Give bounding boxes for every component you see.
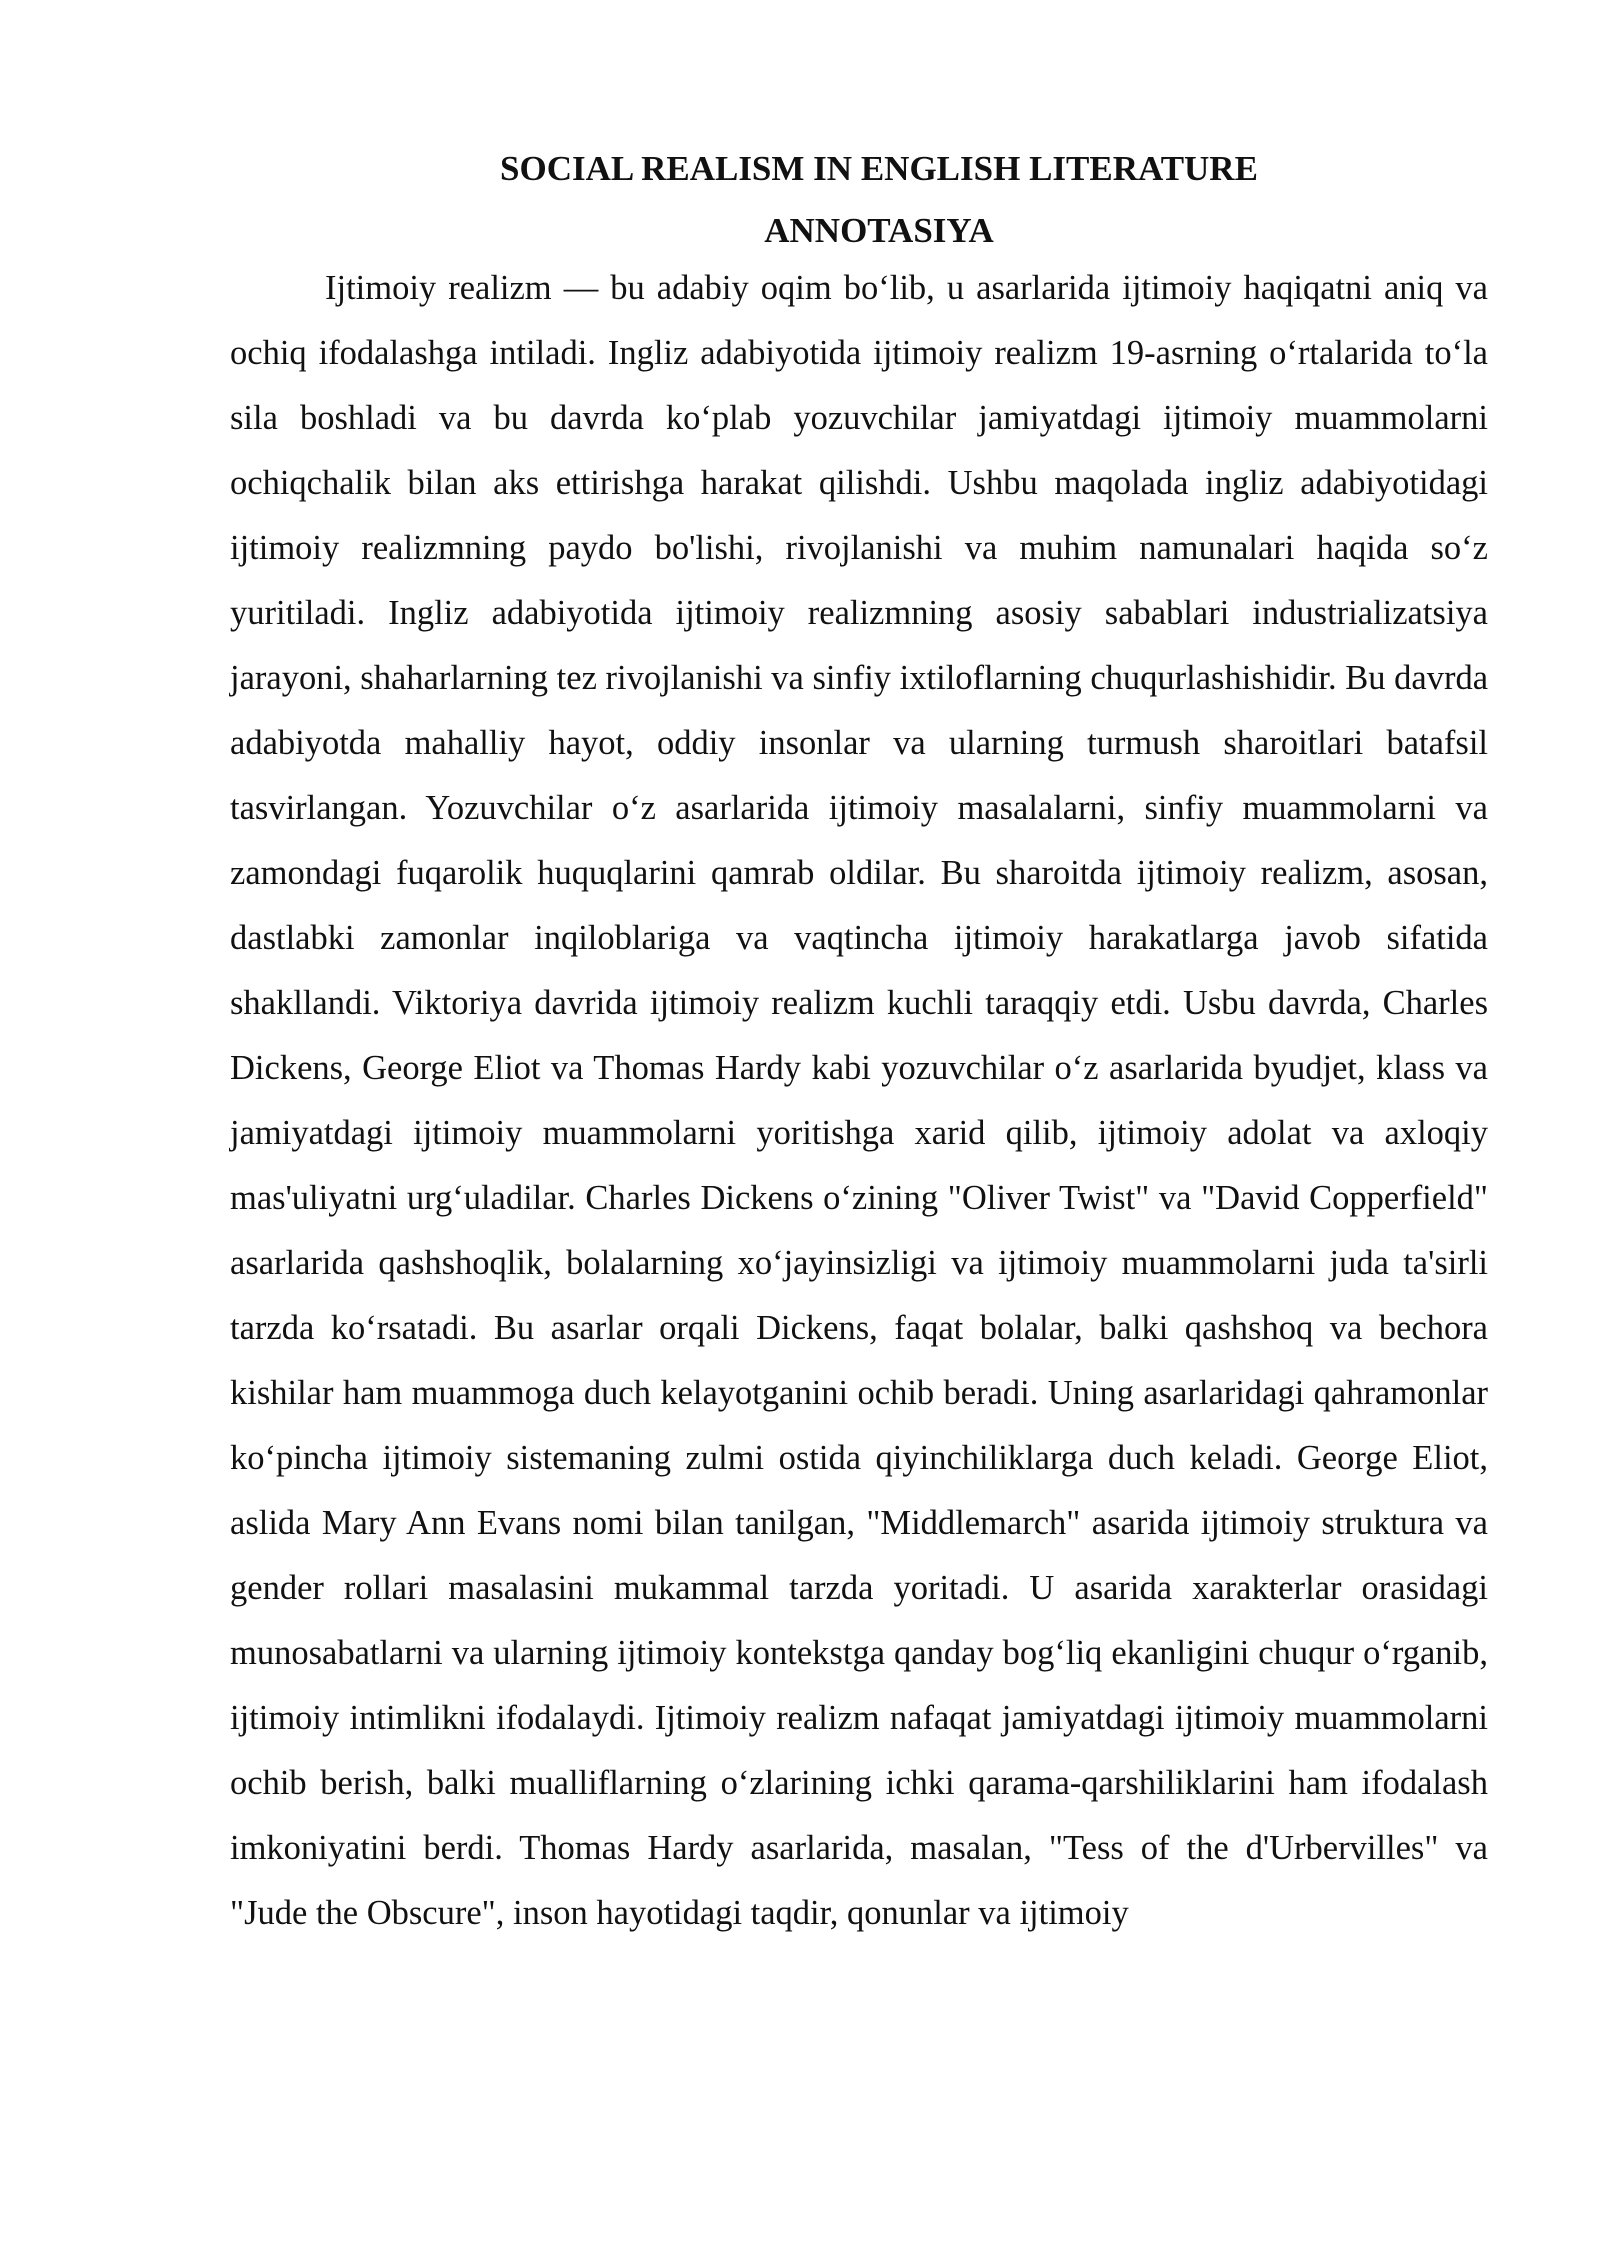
body-paragraph: Ijtimoiy realizm — bu adabiy oqim bo‘lib, u asarlarida ijtimoiy haqiqatni aniq va ochiq ifodalashga intiladi. Ingliz adabiyotida ijtimoiy realizm 19-asrning o‘rtalarida to‘la sila boshladi va bu davrda ko‘plab yozuvchilar jamiyatdagi ijtimoiy muammolarni ochiqchalik bilan aks ettirishga harakat qilishdi. Ushbu maqolada ingliz adabiyotidagi ijtimoiy realizmning paydo bo'lishi, rivojlanishi va muhim namunalari haqida so‘z yuritiladi. Ingliz adabiyotida ijtimoiy realizmning asosiy sabablari industrializatsiya jarayoni, shaharlarning tez rivojlanishi va sinfiy ixtiloflarning chuqurlashishidir. Bu davrda adabiyotda mahalliy hayot, oddiy insonlar va ularning turmush sharoitlari batafsil tasvirlangan. Yozuvchilar o‘z asarlarida ijtimoiy masalalarni, sinfiy muammolarni va zamondagi fuqarolik huquqlarini qamrab oldilar. Bu sharoitda ijtimoiy realizm, asosan, dastlabki zamonlar inqiloblariga va vaqtincha ijtimoiy harakatlarga javob sifatida shakllandi. Viktoriya davrida ijtimoiy realizm kuchli taraqqiy etdi. Usbu davrda, Charles Dickens, George Eliot va Thomas Hardy kabi yozuvchilar o‘z asarlarida byudjet, klass va jamiyatdagi ijtimoiy muammolarni yoritishga xarid qilib, ijtimoiy adolat va axloqiy mas'uliyatni urg‘uladilar. Charles Dickens o‘zining "Oliver Twist" va "David Copperfield" asarlarida qashshoqlik, bolalarning xo‘jayinsizligi va ijtimoiy muammolarni juda ta'sirli tarzda ko‘rsatadi. Bu asarlar orqali Dickens, faqat bolalar, balki qashshoq va bechora kishilar ham muammoga duch kelayotganini ochib beradi. Uning asarlaridagi qahramonlar ko‘pincha ijtimoiy sistemaning zulmi ostida qiyinchiliklarga duch keladi. George Eliot, aslida Mary Ann Evans nomi bilan tanilgan, "Middlemarch" asarida ijtimoiy struktura va gender rollari masalasini mukammal tarzda yoritadi. U asarida xarakterlar orasidagi munosabatlarni va ularning ijtimoiy kontekstga qanday bog‘liq ekanligini chuqur o‘rganib, ijtimoiy intimlikni ifodalaydi. Ijtimoiy realizm nafaqat jamiyatdagi ijtimoiy muammolarni ochib berish, balki mualliflarning o‘zlarining ichki qarama-qarshiliklarini ham ifodalash imkoniyatini berdi. Thomas Hardy asarlarida, masalan, "Tess of the d'Urbervilles" va "Jude the Obscure", inson hayotidagi taqdir, qonunlar va ijtimoiy [230,269,1489,1932]
document-page [230,150,1488,1946]
document-title: SOCIAL REALISM IN ENGLISH LITERATURE [500,149,1258,188]
document-subtitle: ANNOTASIYA [764,211,994,250]
